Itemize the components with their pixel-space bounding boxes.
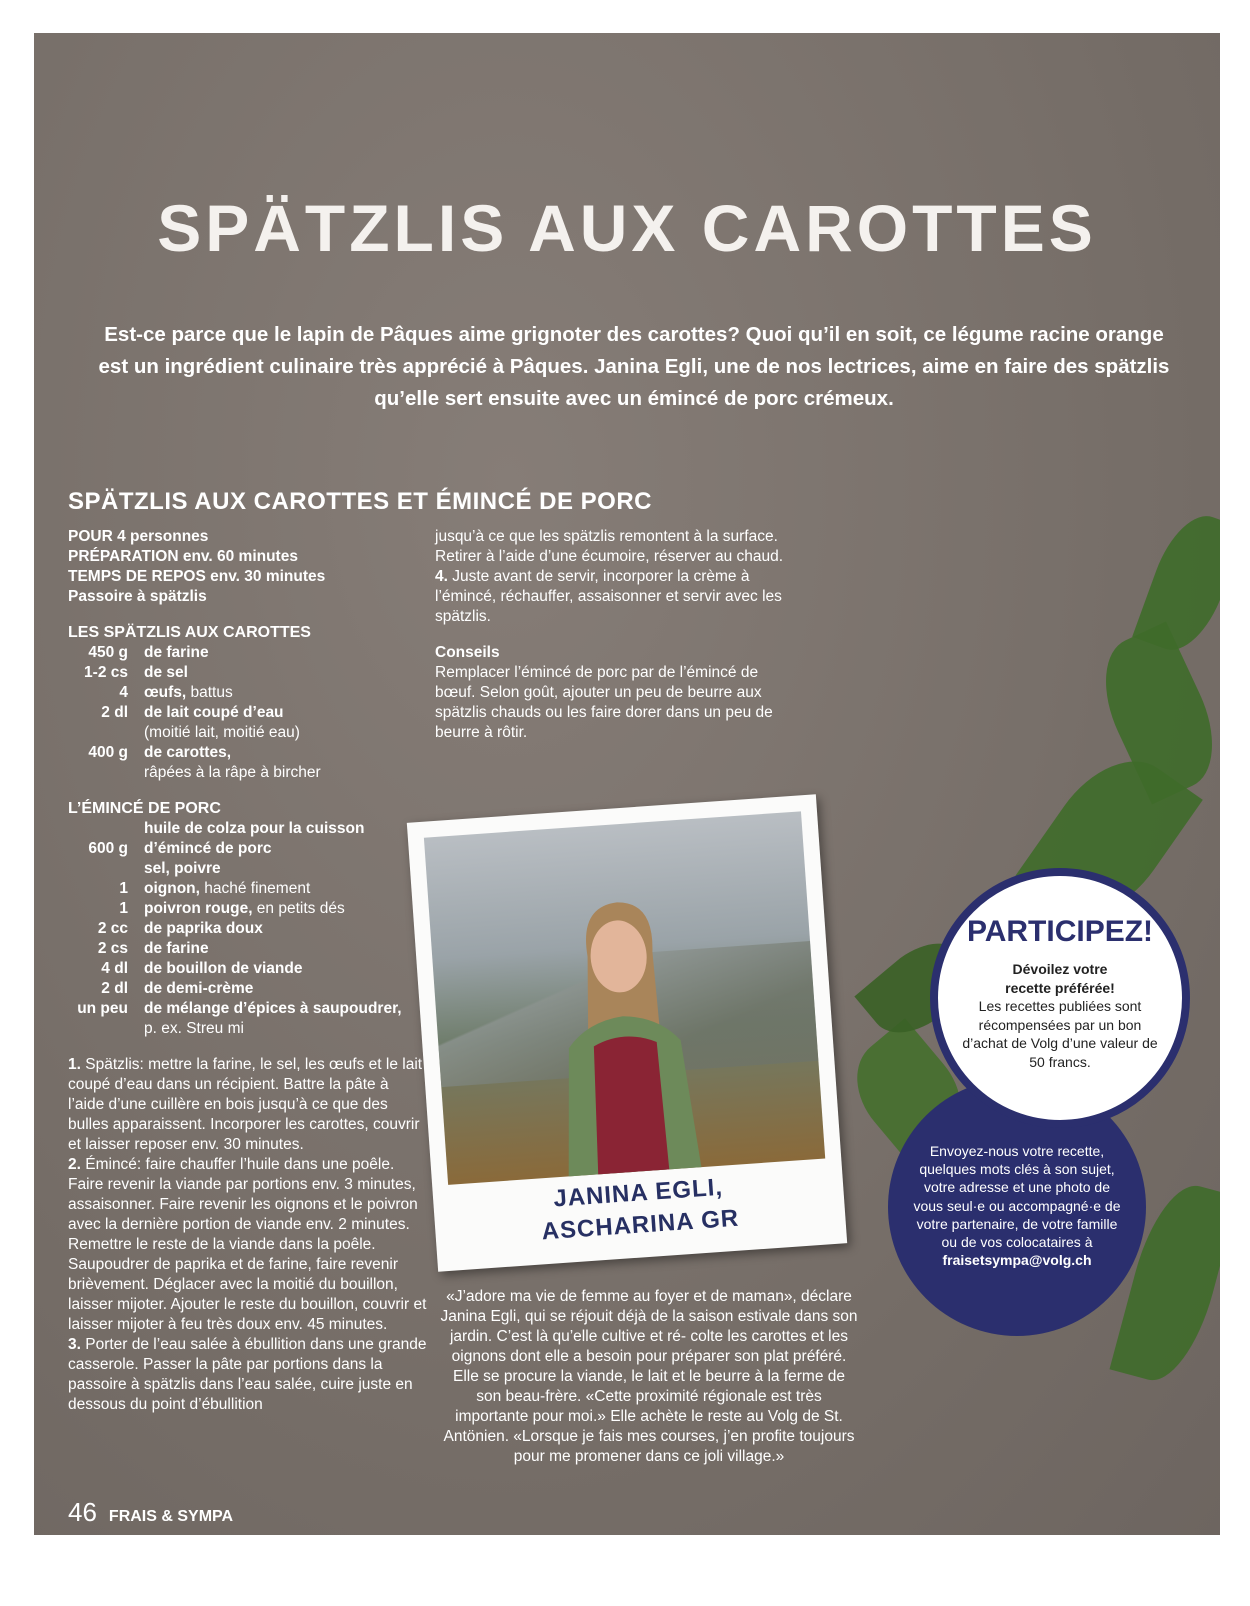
ingredient-name: de lait coupé d’eau: [144, 704, 284, 721]
rest-time: TEMPS DE REPOS env. 30 minutes: [68, 568, 326, 585]
ingredient-quantity: 4 dl: [101, 960, 128, 977]
ingredient-quantity: 450 g: [88, 644, 128, 661]
ingredient-name: de sel: [144, 664, 188, 681]
ingredient-row: [68, 879, 428, 899]
ingredient-row: [68, 643, 428, 663]
intro-text: Est-ce parce que le lapin de Pâques aime grignoter des carottes? Quoi qu’il en soit, ce légume racine orange est un ingrédient culinaire très apprécié à Pâques. Janina Egli, une de nos lectrices, aime en faire des spätzlis qu’elle sert ensuite avec un émincé de porc crémeux.: [98, 323, 1170, 410]
equipment: Passoire à spätzlis: [68, 588, 207, 605]
ingredient-row: [68, 683, 428, 703]
ingredient-quantity: [68, 763, 128, 783]
ingredient-name: de mélange d’épices à saupoudrer,: [144, 1000, 402, 1017]
step-4: 4. Juste avant de servir, incorporer la crème à l’émincé, réchauffer, assaisonner et servir avec les spätzlis.: [435, 568, 782, 625]
tips-title: Conseils: [435, 644, 500, 661]
participate-text: Les recettes publiées sont récompensées par un bon d’achat de Volg d’une valeur de 50 francs.: [962, 998, 1158, 1070]
ingredient-name: de demi-crème: [144, 980, 254, 997]
ingredient-list: [68, 643, 428, 783]
tips-text: Remplacer l’émincé de porc par de l’émincé de bœuf. Selon goût, ajouter un peu de beurre aux spätzlis chauds ou les faire dorer dans un peu de beurre à rôtir.: [435, 664, 773, 741]
section-title: LES SPÄTZLIS AUX CAROTTES: [68, 624, 311, 641]
prep-time: PRÉPARATION env. 60 minutes: [68, 548, 298, 565]
ingredient-list: [68, 819, 428, 1039]
ingredient-quantity: 2 dl: [101, 704, 128, 721]
ingredient-row: [68, 999, 428, 1019]
ingredient-row: [68, 899, 428, 919]
ingredient-name: de farine: [144, 940, 209, 957]
photo-caption: JANINA EGLI, ASCHARINA GR: [540, 1173, 741, 1246]
recipe-title: SPÄTZLIS AUX CAROTTES ET ÉMINCÉ DE PORC: [68, 488, 652, 515]
ingredient-row: [68, 763, 428, 783]
ingredient-name: (moitié lait, moitié eau): [144, 724, 300, 741]
ingredient-quantity: 400 g: [88, 744, 128, 761]
ingredient-quantity: un peu: [77, 1000, 128, 1017]
ingredients-column: [68, 527, 428, 1415]
ingredient-row: [68, 919, 428, 939]
steps-1-3: 1. Spätzlis: mettre la farine, le sel, les œufs et le lait coupé d’eau dans un récipient. Battre la pâte à l’aide d’une cuillère en bois jusqu’à ce que des bulles apparaissent. Incorporer les carottes, couvrir et laisser reposer env. 30 minutes. 2. Émincé: faire chauffer l’huile dans une poêle. Faire revenir la viande par portions env. 3 minutes, assaisonner. Faire revenir les oignons et le poivron avec la dernière portion de viande env. 2 minutes. Remettre le reste de la viande dans la poêle. Saupoudrer de paprika et de farine, faire revenir brièvement. Déglacer avec la moitié du bouillon, laisser mijoter. Ajouter le reste du bouillon, couvrir et laisser mijoter à feu très doux env. 45 minutes. 3. Porter de l’eau salée à ébullition dans une grande casserole. Passer la pâte par portions dans la passoire à spätzlis dans l’eau salée, cuire juste en dessous du point d’ébullition: [68, 1056, 427, 1413]
ingredient-name: de farine: [144, 644, 209, 661]
woman-figure: [538, 889, 708, 1184]
ingredient-row: [68, 1019, 428, 1039]
portrait-photo: [424, 811, 825, 1185]
footer: [68, 1499, 233, 1525]
ingredient-quantity: [68, 819, 128, 839]
ingredient-row: [68, 743, 428, 763]
ingredient-name: de carottes,: [144, 744, 232, 761]
page-title: SPÄTZLIS AUX CAROTTES: [157, 191, 1097, 265]
ingredient-name: râpées à la râpe à bircher: [144, 764, 321, 781]
ingredient-quantity: 1-2 cs: [84, 664, 128, 681]
ingredient-name: sel, poivre: [144, 860, 221, 877]
section-title: L’ÉMINCÉ DE PORC: [68, 800, 221, 817]
ingredient-quantity: 600 g: [88, 840, 128, 857]
ingredient-row: [68, 703, 428, 723]
ingredient-quantity: [68, 723, 128, 743]
ingredient-name: d’émincé de porc: [144, 840, 272, 857]
ingredient-row: [68, 979, 428, 999]
ingredient-quantity: 4: [119, 684, 128, 701]
ingredient-quantity: 2 cs: [97, 940, 128, 957]
ingredient-name: huile de colza pour la cuisson: [144, 820, 365, 837]
ingredient-quantity: 2 cc: [97, 920, 128, 937]
ingredient-row: [68, 723, 428, 743]
ingredient-name: de bouillon de viande: [144, 960, 303, 977]
quote-text: «J’adore ma vie de femme au foyer et de maman», déclare Janina Egli, qui se réjouit déjà de la saison estivale dans son jardin. C’est là qu’elle cultive et ré- colte les carottes et les oignons dont elle a besoin pour préparer son plat préféré. Elle se procure la viande, le lait et le beurre à la ferme de son beau-frère. «Cette proximité régionale est très importante pour moi.» Elle achète le reste au Volg de St. Antönien. «Lorsque je fais mes courses, j’en profite toujours pour me promener dans ce joli village.»: [440, 1288, 858, 1465]
ingredient-name: p. ex. Streu mi: [144, 1020, 244, 1037]
ingredient-quantity: [68, 1019, 128, 1039]
ingredient-row: [68, 819, 428, 839]
ingredient-row: [68, 663, 428, 683]
ingredient-row: [68, 939, 428, 959]
participate-bold: Dévoilez votre recette préférée!: [1005, 961, 1115, 996]
steps-column: [435, 527, 785, 743]
ingredient-name: œufs, battus: [144, 684, 233, 701]
ingredient-row: [68, 839, 428, 859]
ingredient-name: poivron rouge, en petits dés: [144, 900, 345, 917]
participate-circle: [930, 868, 1190, 1128]
page-number: 46: [68, 1497, 97, 1527]
ingredient-name: de paprika doux: [144, 920, 263, 937]
participate-title: PARTICIPEZ!: [966, 915, 1154, 948]
send-text: Envoyez-nous votre recette, quelques mots clés à son sujet, votre adresse et une photo de vous seul·e ou accompagné·e de votre partenaire, de votre famille ou de vos colocataires à: [913, 1143, 1121, 1251]
email-link[interactable]: fraisetsympa@volg.ch: [942, 1252, 1092, 1269]
step-3-continued: jusqu’à ce que les spätzlis remontent à la surface. Retirer à l’aide d’une écumoire, réserver au chaud.: [435, 528, 784, 565]
recipe-meta: [68, 527, 428, 607]
ingredient-name: oignon, haché finement: [144, 880, 311, 897]
ingredient-quantity: 2 dl: [101, 980, 128, 997]
ingredient-row: [68, 859, 428, 879]
magazine-name: FRAIS & SYMPA: [108, 1508, 234, 1525]
magazine-page: [34, 33, 1220, 1535]
ingredient-row: [68, 959, 428, 979]
ingredient-quantity: 1: [119, 900, 128, 917]
servings: POUR 4 personnes: [68, 528, 209, 545]
polaroid-photo: [407, 794, 847, 1272]
ingredient-quantity: 1: [119, 880, 128, 897]
ingredient-quantity: [68, 859, 128, 879]
